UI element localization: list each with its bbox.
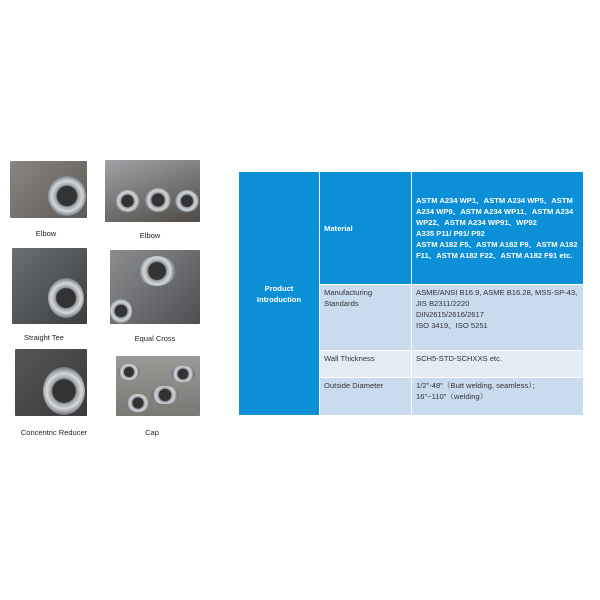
product-introduction-table (238, 171, 584, 416)
elbow-icon (115, 190, 140, 212)
elbow-icon (48, 176, 86, 216)
product-photo-elbow-1 (10, 161, 87, 218)
row-label: Wall Thickness (320, 351, 412, 378)
value-line: SCH5-STD-SCHXXS etc. (416, 354, 503, 363)
value-line: A335 P11/ P91/ P92 (416, 229, 485, 238)
product-label: Straight Tee (24, 333, 64, 342)
value-line: 16"~110"（welding） (416, 392, 488, 401)
value-line: ASME/ANSI B16.9, ASME B16.28, MSS-SP-43, (416, 288, 578, 297)
product-photo-elbow-2 (105, 160, 200, 222)
product-label: Equal Cross (134, 334, 176, 343)
product-label: Cap (145, 428, 159, 437)
table-header: Product Introduction (239, 172, 320, 416)
cross-icon (138, 256, 176, 286)
product-photo-equal-cross (110, 250, 200, 324)
value-line: ASTM A234 WP1、ASTM A234 WP5、ASTM A234 WP9、ASTM A234 WP11、ASTM A234 WP22、ASTM A234 WP91、WP92 (416, 196, 574, 227)
product-photo-concentric-reducer (15, 349, 87, 416)
value-line: JIS B2311/2220 (416, 299, 470, 308)
product-label: Elbow (139, 231, 161, 240)
row-label: Material (320, 172, 412, 285)
tee-icon (48, 278, 84, 318)
row-value (412, 378, 584, 416)
product-photo-cap (116, 356, 200, 416)
product-label: Elbow (35, 229, 57, 238)
product-photo-straight-tee (12, 248, 87, 324)
cap-icon (118, 364, 140, 380)
value-line: DIN2615/2616/2617 (416, 310, 484, 319)
value-line: ISO 3419、ISO 5251 (416, 321, 488, 330)
value-line: ASTM A182 F5、ASTM A182 F9、ASTM A182 F11、ASTM A182 F22、ASTM A182 F91 etc. (416, 240, 578, 260)
row-value (412, 285, 584, 351)
row-value (412, 351, 584, 378)
reducer-icon (43, 367, 85, 415)
row-value (412, 172, 584, 285)
row-label: Outside Diameter (320, 378, 412, 416)
value-line: 1/2"-48"（Butt welding, seamless）； (416, 381, 540, 390)
product-label: Concentric Reducer (20, 428, 88, 437)
row-label: Manufacturing Standards (320, 285, 412, 351)
